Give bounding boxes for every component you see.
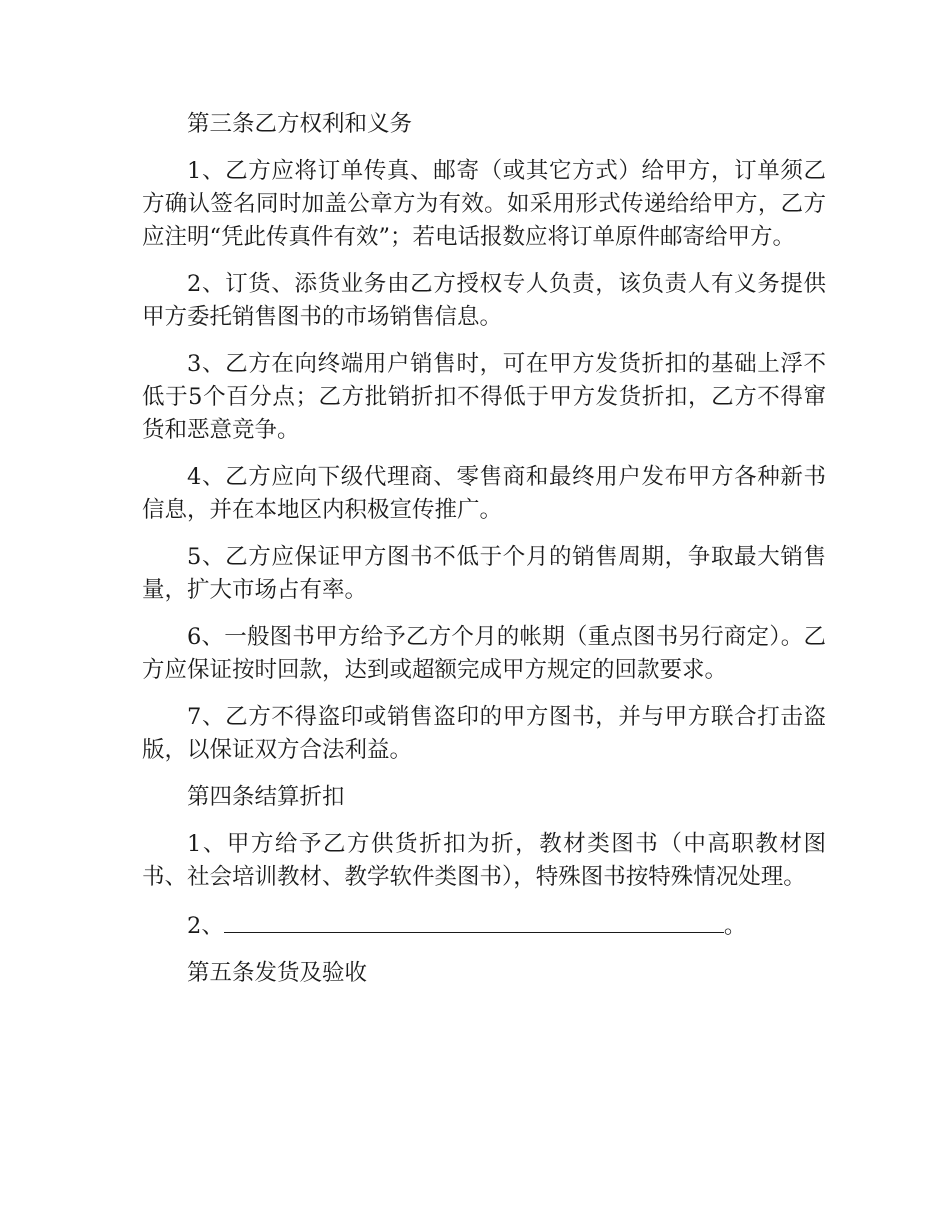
section-3-clause-7: 7、乙方不得盗印或销售盗印的甲方图书，并与甲方联合打击盗版，以保证双方合法利益。	[142, 704, 826, 763]
section-3-heading: 第三条乙方权利和义务	[187, 111, 413, 137]
section-4-heading: 第四条结算折扣	[187, 784, 345, 810]
section-4-clause-1: 1、甲方给予乙方供货折扣为折，教材类图书（中高职教材图书、社会培训教材、教学软件类图书），特殊图书按特殊情况处理。	[142, 831, 826, 890]
fill-in-blank-line	[224, 908, 724, 933]
clause-2-number: 2、	[187, 913, 224, 939]
section-3-clause-2: 2、订货、添货业务由乙方授权专人负责，该负责人有义务提供甲方委托销售图书的市场销售信息。	[142, 271, 826, 330]
section-5-heading: 第五条发货及验收	[187, 960, 368, 986]
document-body	[142, 108, 826, 1004]
section-3-clause-5: 5、乙方应保证甲方图书不低于个月的销售周期，争取最大销售量，扩大市场占有率。	[142, 544, 826, 603]
clause-2-period: 。	[723, 913, 747, 939]
section-3-clause-6: 6、一般图书甲方给予乙方个月的帐期（重点图书另行商定）。乙方应保证按时回款，达到或超额完成甲方规定的回款要求。	[142, 624, 826, 683]
section-3-clause-1: 1、乙方应将订单传真、邮寄（或其它方式）给甲方，订单须乙方确认签名同时加盖公章方为有效。如采用形式传递给给甲方，乙方应注明“凭此传真件有效”；若电话报数应将订单原件邮寄给甲方。	[142, 158, 826, 250]
section-3-clause-3: 3、乙方在向终端用户销售时，可在甲方发货折扣的基础上浮不低于5个百分点；乙方批销折扣不得低于甲方发货折扣，乙方不得窜货和恶意竞争。	[142, 351, 826, 443]
section-4-clause-2	[142, 908, 826, 943]
section-3-clause-4: 4、乙方应向下级代理商、零售商和最终用户发布甲方各种新书信息，并在本地区内积极宣传推广。	[142, 464, 826, 523]
